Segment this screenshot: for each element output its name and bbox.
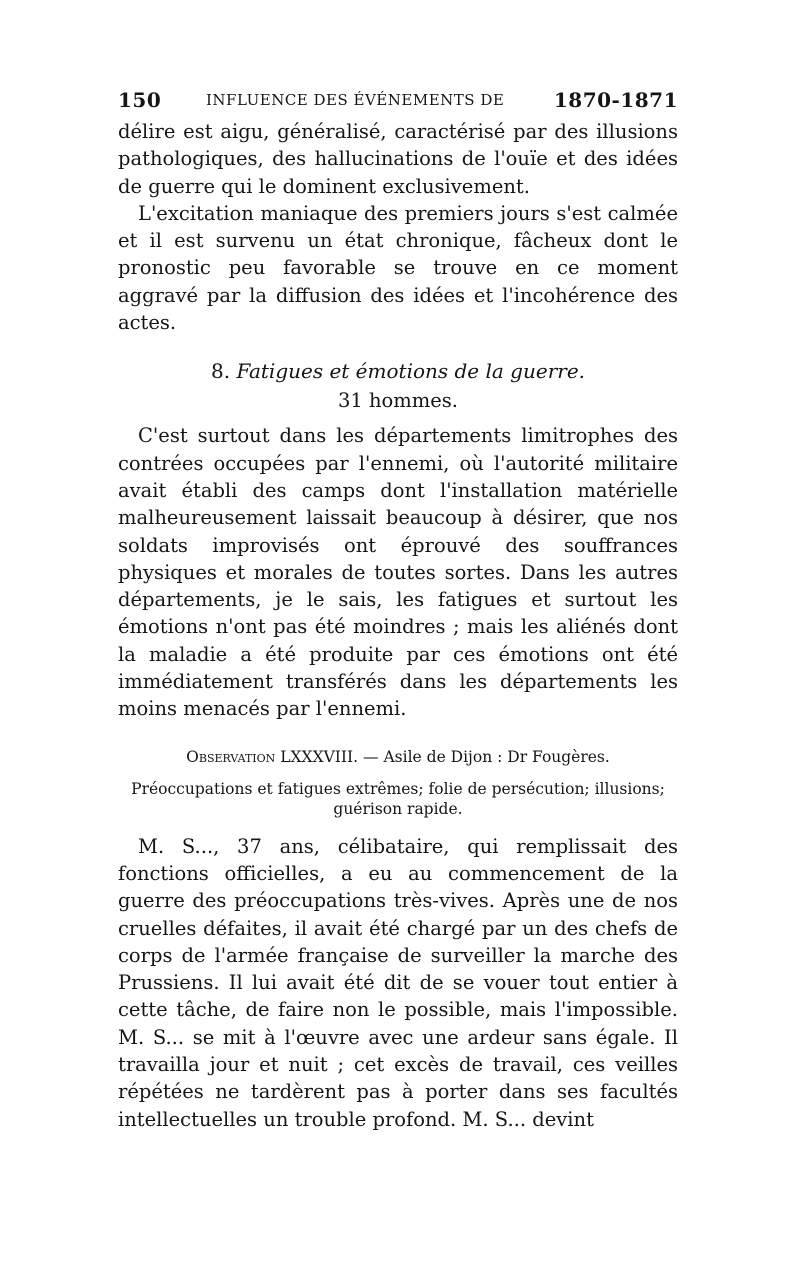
observation-doctor: : Dr Fougères.	[497, 747, 610, 766]
running-head	[118, 88, 678, 118]
observation-summary: Préoccupations et fatigues extrêmes; folie de persécution; illusions; guérison rapide.	[131, 779, 665, 818]
section-heading	[118, 356, 678, 386]
paragraph-continued: délire est aigu, généralisé, caractérisé par des illusions pathologiques, des hallucinations de l'ouïe et des idées de guerre qui le dominent exclusivement.	[118, 120, 678, 198]
paragraph-section-body: C'est surtout dans les départements limitrophes des contrées occupées par l'ennemi, où l'autorité militaire avait établi des camps dont l'installation matérielle malheureusement laissait beaucoup à désirer, que nos soldats improvisés ont éprouvé des souffrances physiques et morales de toutes sortes. Dans les autres départements, je le sais, les fatigues et surtout les émotions n'ont pas été moindres ; mais les aliénés dont la maladie a été produite par ces émotions ont été immédiatement transférés dans les départements les moins menacés par l'ennemi.	[118, 424, 678, 721]
running-years: 1870-1871	[553, 88, 678, 112]
observation-place: Asile de Dijon	[383, 747, 493, 766]
running-title: INFLUENCE DES ÉVÉNEMENTS DE	[206, 91, 505, 109]
page-number: 150	[118, 88, 162, 112]
observation-label: Observation LXXXVIII.	[186, 747, 359, 766]
observation-body: M. S..., 37 ans, célibataire, qui remplissait des fonctions officielles, a eu au commencement de la guerre des préoccupations très-vives. Après une de nos cruelles défaites, il avait été chargé par un des chefs de corps de l'armée française de surveiller la marche des Prussiens. Il lui avait été dit de se vouer tout entier à cette tâche, de faire non le possible, mais l'impossible. M. S... se mit à l'œuvre avec une ardeur sans égale. Il travailla jour et nuit ; cet excès de travail, ces veilles répétées ne tardèrent pas à porter dans ses facultés intellectuelles un trouble profond. M. S... devint	[118, 834, 678, 1131]
observation-heading	[118, 745, 678, 769]
section-count: 31 hommes.	[337, 389, 459, 413]
section-title: Fatigues et émotions de la guerre.	[236, 359, 586, 384]
book-page	[118, 88, 678, 1133]
paragraph-excitation: L'excitation maniaque des premiers jours s'est calmée et il est survenu un état chronique, fâcheux dont le pronostic peu favorable se trouve en ce moment aggravé par la diffusion des idées et l'incohérence des actes.	[118, 201, 678, 335]
observation-separator: —	[363, 747, 379, 766]
section-number: 8.	[210, 359, 231, 384]
